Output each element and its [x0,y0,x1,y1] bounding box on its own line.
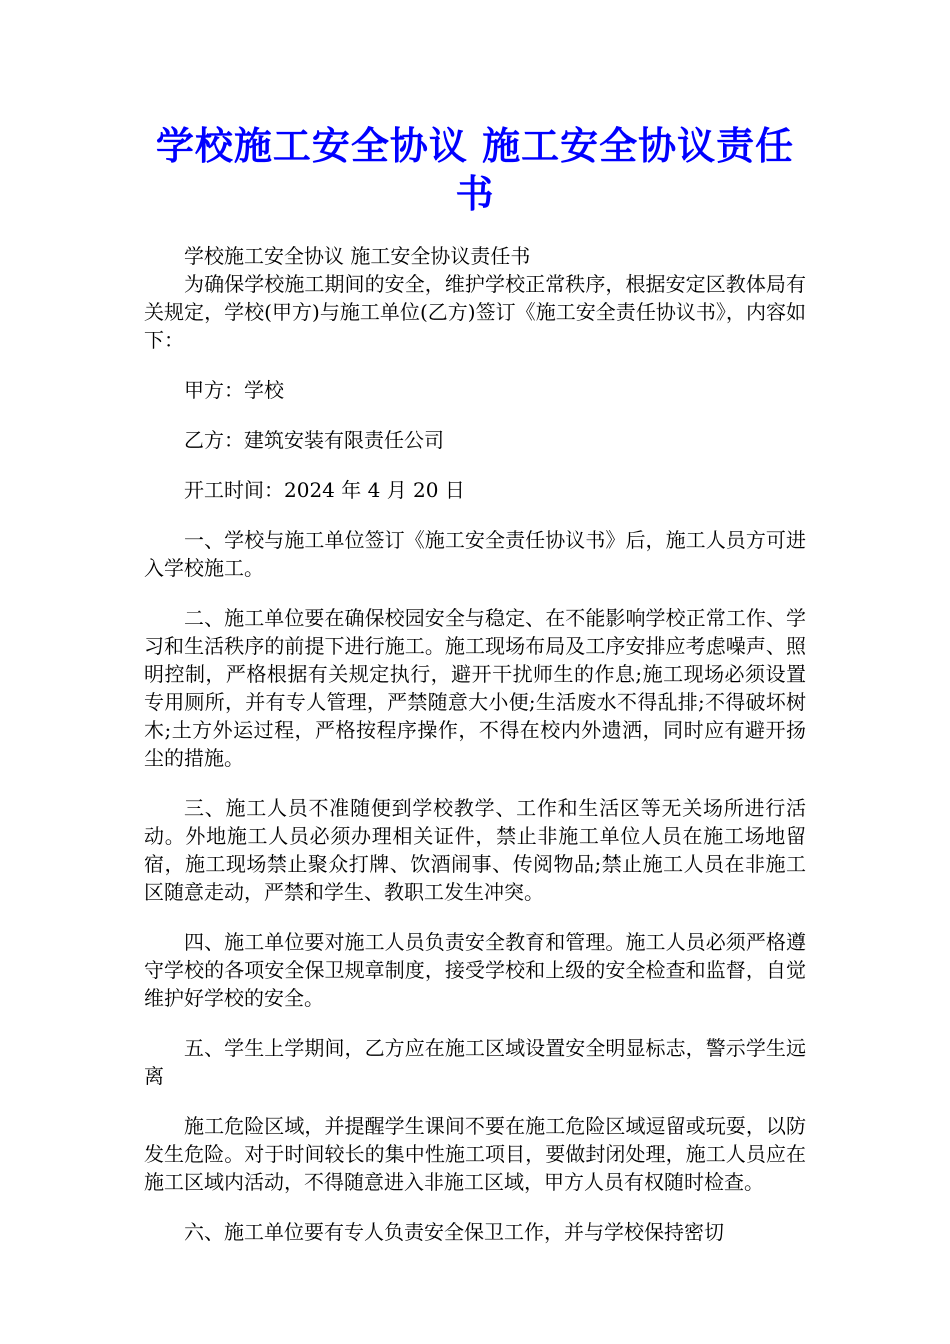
paragraph-clause-5-continued: 施工危险区域，并提醒学生课间不要在施工危险区域逗留或玩耍，以防发生危险。对于时间较长的集中性施工项目，要做封闭处理，施工人员应在施工区域内活动，不得随意进入非施工区域，甲方人员有权随时检查。 [144,1114,806,1194]
paragraph-subtitle: 学校施工安全协议 施工安全协议责任书 [184,244,531,268]
paragraph-clause-6: 六、施工单位要有专人负责安全保卫工作，并与学校保持密切 [184,1220,724,1244]
paragraph-party-b: 乙方：建筑安装有限责任公司 [184,428,444,452]
paragraph-clause-3: 三、施工人员不准随便到学校教学、工作和生活区等无关场所进行活动。外地施工人员必须办理相关证件，禁止非施工单位人员在施工场地留宿，施工现场禁止聚众打牌、饮酒闹事、传阅物品;禁止施工人员在非施工区随意走动，严禁和学生、教职工发生冲突。 [144,796,806,904]
document-body [144,242,806,1246]
paragraph-intro: 为确保学校施工期间的安全，维护学校正常秩序，根据安定区教体局有关规定，学校(甲方)与施工单位(乙方)签订《施工安全责任协议书》，内容如下： [144,272,806,352]
paragraph-clause-2: 二、施工单位要在确保校园安全与稳定、在不能影响学校正常工作、学习和生活秩序的前提下进行施工。施工现场布局及工序安排应考虑噪声、照明控制，严格根据有关规定执行，避开干扰师生的作息;施工现场必须设置专用厕所，并有专人管理，严禁随意大小便;生活废水不得乱排;不得破坏树木;土方外运过程，严格按程序操作，不得在校内外遗洒，同时应有避开扬尘的措施。 [144,606,806,770]
paragraph-clause-1: 一、学校与施工单位签订《施工安全责任协议书》后，施工人员方可进入学校施工。 [144,528,806,580]
document-title: 学校施工安全协议 施工安全协议责任书 [155,124,795,216]
paragraph-clause-5: 五、学生上学期间，乙方应在施工区域设置安全明显标志，警示学生远离 [144,1036,806,1088]
paragraph-clause-4: 四、施工单位要对施工人员负责安全教育和管理。施工人员必须严格遵守学校的各项安全保卫规章制度，接受学校和上级的安全检查和监督，自觉维护好学校的安全。 [144,930,806,1010]
paragraph-party-a: 甲方：学校 [184,378,284,402]
paragraph-start-date: 开工时间：2024 年 4 月 20 日 [184,478,465,502]
